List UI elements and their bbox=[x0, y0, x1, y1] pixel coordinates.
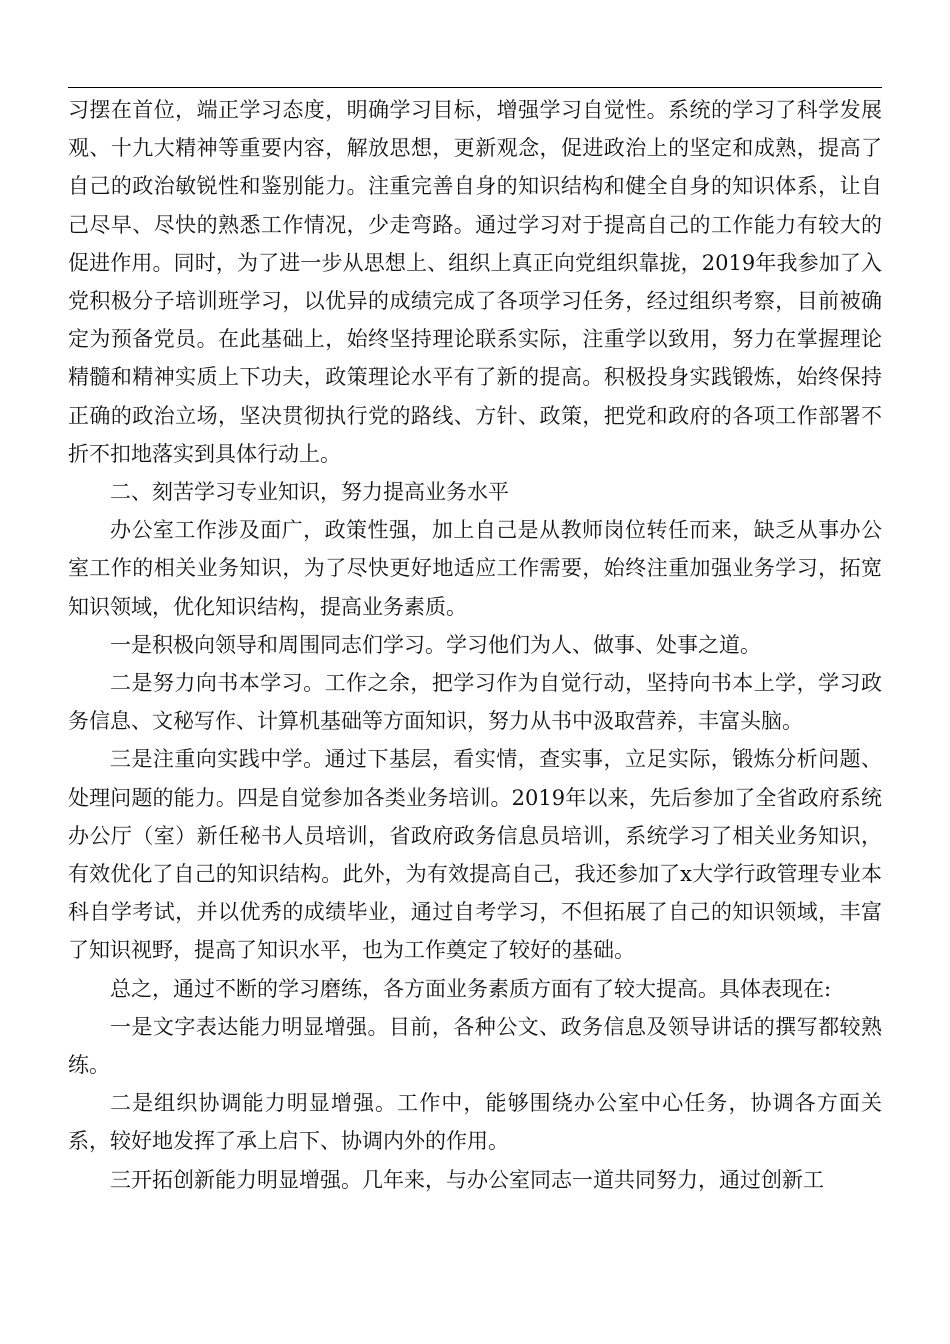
paragraph-5: 二是努力向书本学习。工作之余，把学习作为自觉行动，坚持向书本上学，学习政务信息、文秘写作、计算机基础等方面知识，努力从书中汲取营养，丰富头脑。 bbox=[68, 671, 882, 734]
paragraph-1: 习摆在首位，端正学习态度，明确学习目标，增强学习自觉性。系统的学习了科学发展观、十九大精神等重要内容，解放思想，更新观念，促进政治上的坚定和成熟，提高了自己的政治敏锐性和鉴别能力。注重完善自身的知识结构和健全自身的知识体系，让自己尽早、尽快的熟悉工作情况，少走弯路。通过学习对于提高自己的工作能力有较大的促进作用。同时，为了进一步从思想上、组织上真正向党组织靠拢，2019年我参加了入党积极分子培训班学习，以优异的成绩完成了各项学习任务，经过组织考察，目前被确定为预备党员。在此基础上，始终坚持理论联系实际，注重学以致用，努力在掌握理论精髓和精神实质上下功夫，政策理论水平有了新的提高。积极投身实践锻炼，始终保持正确的政治立场，坚决贯彻执行党的路线、方针、政策，把党和政府的各项工作部署不折不扣地落实到具体行动上。 bbox=[68, 98, 882, 466]
paragraph-10: 三开拓创新能力明显增强。几年来，与办公室同志一道共同努力，通过创新工 bbox=[110, 1167, 824, 1192]
paragraph-4: 一是积极向领导和周围同志们学习。学习他们为人、做事、处事之道。 bbox=[110, 632, 761, 657]
document-body bbox=[68, 91, 882, 1199]
paragraph-7: 总之，通过不断的学习磨练，各方面业务素质方面有了较大提高。具体表现在: bbox=[110, 976, 832, 1001]
paragraph-6: 三是注重向实践中学。通过下基层，看实情，查实事，立足实际，锻炼分析问题、处理问题的能力。四是自觉参加各类业务培训。2019年以来，先后参加了全省政府系统办公厅（室）新任秘书人员培训，省政府政务信息员培训，系统学习了相关业务知识，有效优化了自己的知识结构。此外，为有效提高自己，我还参加了x大学行政管理专业本科自学考试，并以优秀的成绩毕业，通过自考学习，不但拓展了自己的知识领域，丰富了知识视野，提高了知识水平，也为工作奠定了较好的基础。 bbox=[68, 747, 882, 963]
section-heading-2: 二、刻苦学习专业知识，努力提高业务水平 bbox=[110, 480, 509, 505]
paragraph-8: 一是文字表达能力明显增强。目前，各种公文、政务信息及领导讲话的撰写都较熟练。 bbox=[68, 1014, 882, 1078]
paragraph-3: 办公室工作涉及面广，政策性强，加上自己是从教师岗位转任而来，缺乏从事办公室工作的相关业务知识，为了尽快更好地适应工作需要，始终注重加强业务学习，拓宽知识领域，优化知识结构，提高业务素质。 bbox=[68, 518, 882, 619]
paragraph-9: 二是组织协调能力明显增强。工作中，能够围绕办公室中心任务，协调各方面关系，较好地发挥了承上启下、协调内外的作用。 bbox=[68, 1091, 882, 1154]
header-rule bbox=[68, 87, 882, 88]
